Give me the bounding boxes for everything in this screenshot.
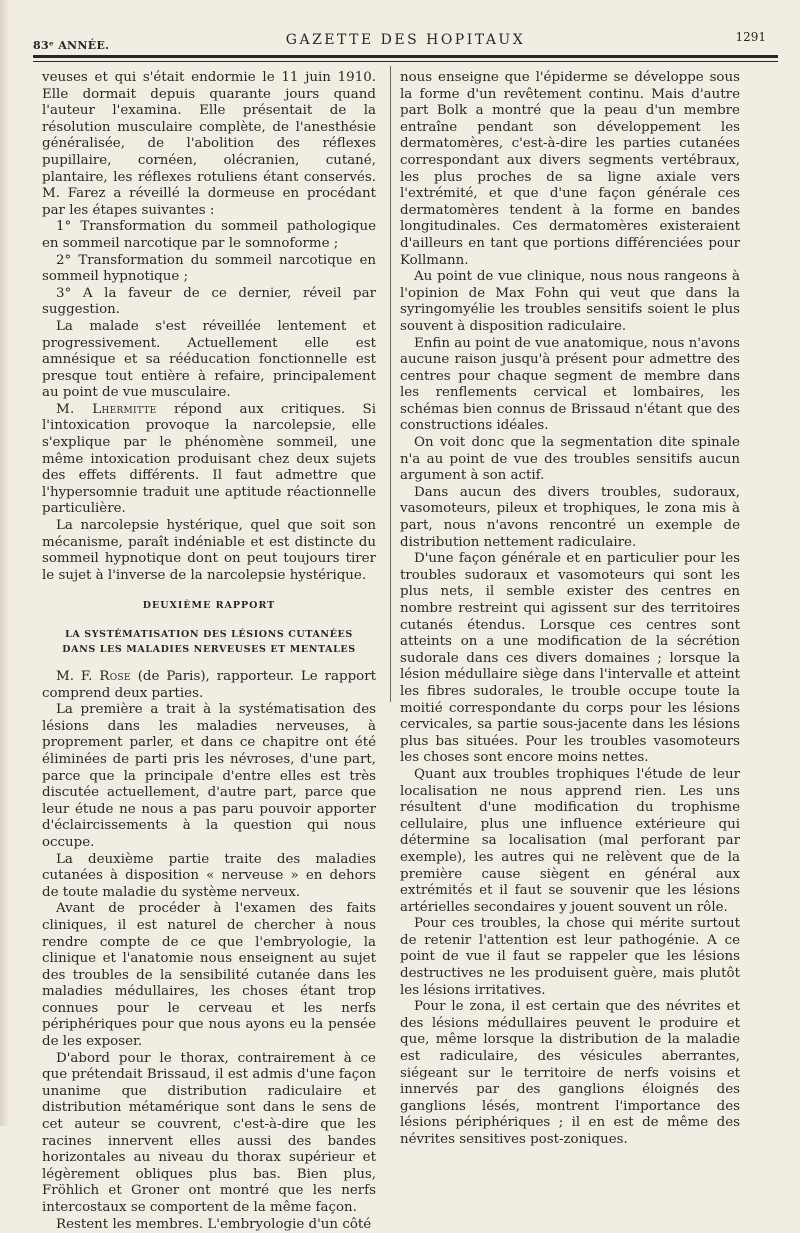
paragraph: Avant de procéder à l'examen des faits cliniques, il est naturel de chercher à nous rendre compte de ce que l'embryologie, la clinique et l'anatomie nous enseignent au sujet des troubles de la sensibilité cutanée dans les maladies médullaires, les choses étant trop connues pour le cerveau et les nerfs périphériques pour que nous ayons eu la pensée de les exposer. bbox=[42, 901, 376, 1050]
paragraph bbox=[42, 402, 376, 518]
author-name: M. Lhermitte bbox=[56, 401, 157, 417]
paragraph: Pour ces troubles, la chose qui mérite surtout de retenir l'attention est leur pathogénie. A ce point de vue il faut se rappeler que les lésions destructives ne les produisent guère, mais plutôt les lésions irritatives. bbox=[400, 916, 740, 998]
issue-label: 83ᵉ ANNÉE. bbox=[33, 39, 110, 52]
page-header bbox=[33, 30, 778, 52]
paragraph: Dans aucun des divers troubles, sudoraux, vasomoteurs, pileux et trophiques, le zona mis à part, nous n'avons rencontré un exemple de distribution nettement radiculaire. bbox=[400, 484, 740, 550]
section-subheading-line: DANS LES MALADIES NERVEUSES ET MENTALES bbox=[62, 644, 356, 655]
section-heading: DEUXIÈME RAPPORT bbox=[142, 600, 276, 612]
left-column bbox=[42, 70, 376, 1233]
paragraph: La malade s'est réveillée lentement et progressivement. Actuellement elle est amnésique et sa rééducation fonctionnelle est presque tout entière à refaire, principalement au point de vue musculaire. bbox=[42, 318, 376, 401]
column-divider bbox=[390, 66, 391, 702]
paragraph-text: répond aux critiques. Si l'intoxication provoque la narcolepsie, elle s'explique par le phénomène sommeil, une même intoxication produisant chez deux sujets des effets différents. Il faut admettre que l'hypersomnie traduit une aptitude réactionnelle particulière. bbox=[42, 401, 376, 517]
page-edge-shadow bbox=[0, 0, 10, 1126]
paragraph: Pour le zona, il est certain que des névrites et des lésions médullaires peuvent le produire et que, même lorsque la distribution de la maladie est radiculaire, des vésicules aberrantes, siégeant sur le territoire de nerfs voisins et innervés par des ganglions éloignés des ganglions lésés, montrent l'importance des lésions périphériques ; il en est de même des névrites sensitives post-zoniques. bbox=[400, 999, 740, 1147]
paragraph: D'abord pour le thorax, contrairement à ce que prétendait Brissaud, il est admis d'une façon unanime que distribution radiculaire et distribution métamérique sont dans le sens de cet auteur se couvrent, c'est-à-dire que les racines innervent elles aussi des bandes horizontales au niveau du thorax supérieur et légèrement obliques plus bas. Bien plus, Fröhlich et Groner ont montré que les nerfs intercostaux se comportent de la même façon. bbox=[42, 1050, 376, 1215]
paragraph: La deuxième partie traite des maladies cutanées à disposition « nerveuse » en dehors de toute maladie du système nerveux. bbox=[42, 851, 376, 900]
section-subheading-line: LA SYSTÉMATISATION DES LÉSIONS CUTANÉES bbox=[65, 629, 353, 640]
paragraph: D'une façon générale et en particulier pour les troubles sudoraux et vasomoteurs qui sont les plus nets, il semble exister des centres en nombre restreint qui agissent sur des territoires cutanés étendus. Lorsque ces centres sont atteints on a une modification de la sécrétion sudorale dans ces divers domaines ; lorsque la lésion médullaire siège dans l'intervalle et atteint les fibres sudorales, le trouble occupe toute la moitié correspondante du corps pour les lésions cervicales, sa partie sous-jacente dans les lésions plus bas situées. Pour les troubles vasomoteurs les choses sont encore moins nettes. bbox=[400, 551, 740, 766]
paragraph: 1° Transformation du sommeil pathologique en sommeil narcotique par le somnoforme ; bbox=[42, 219, 376, 251]
paragraph: nous enseigne que l'épiderme se développe sous la forme d'un revêtement continu. Mais d'autre part Bolk a montré que la peau d'un membre entraîne pendant son développement les dermatomères, c'est-à-dire les parties cutanées correspondant aux divers segments vertébraux, les plus proches de sa ligne axiale vers l'extrémité, et que d'une façon générale ces dermatomères tendent à la forme en bandes longitudinales. Ces dermatomères existeraient d'ailleurs en tant que portions différenciées pour Kollmann. bbox=[400, 70, 740, 268]
header-rule-thick bbox=[33, 55, 778, 58]
paragraph: Enfin au point de vue anatomique, nous n'avons aucune raison jusqu'à présent pour admettre des centres pour chaque segment de membre dans les renflements cervical et lombaires, les schémas bien connus de Brissaud n'étant que des constructions idéales. bbox=[400, 335, 740, 434]
page-number: 1291 bbox=[735, 30, 766, 44]
paragraph: veuses et qui s'était endormie le 11 juin 1910. Elle dormait depuis quarante jours quand l'auteur l'examina. Elle présentait de la résolution musculaire complète, de l'anesthésie généralisée, de l'abolition des réflexes pupillaire, cornéen, olécranien, cutané, plantaire, les réflexes rotuliens étant conservés. M. Farez a réveillé la dormeuse en procédant par les étapes suivantes : bbox=[42, 70, 376, 218]
paragraph: 3° A la faveur de ce dernier, réveil par suggestion. bbox=[42, 285, 376, 318]
section-subheading bbox=[42, 627, 376, 657]
paragraph bbox=[42, 669, 376, 702]
paragraph: Quant aux troubles trophiques l'étude de leur localisation ne nous apprend rien. Les uns résultent d'une modification du trophisme cellulaire, plus une influence extérieure qui détermine sa localisation (mal perforant par exemple), les autres qui ne relèvent que de la première cause siègent en général aux extrémités et il faut se souvenir que les lésions artérielles secondaires y jouent souvent un rôle. bbox=[400, 766, 740, 915]
paragraph: Restent les membres. L'embryologie d'un côté bbox=[56, 1216, 372, 1232]
right-column bbox=[400, 70, 740, 1149]
author-name: Rose bbox=[99, 669, 131, 684]
paragraph-text: (de Paris), rapporteur. Le rapport comprend deux parties. bbox=[42, 669, 376, 701]
paragraph: 2° Transformation du sommeil narcotique en sommeil hypnotique ; bbox=[42, 252, 376, 285]
paragraph-text: M. F. bbox=[56, 669, 100, 684]
paragraph: La première a trait à la systématisation des lésions dans les maladies nerveuses, à proprement parler, et dans ce chapitre ont été éliminées de parti pris les névroses, d'une part, parce que la principale d'entre elles est très discutée actuellement, d'autre part, parce que leur étude ne nous a pas paru pouvoir apporter d'éclaircissements à la question qui nous occupe. bbox=[42, 702, 376, 850]
header-rule-thin bbox=[33, 61, 778, 62]
paragraph: On voit donc que la segmentation dite spinale n'a au point de vue des troubles sensitifs aucun argument à son actif. bbox=[400, 435, 740, 484]
paragraph: La narcolepsie hystérique, quel que soit son mécanisme, paraît indéniable et est distincte du sommeil hypnotique dont on peut toujours tirer le sujet à l'inverse de la narcolepsie hystérique. bbox=[42, 518, 376, 583]
paragraph: Au point de vue clinique, nous nous rangeons à l'opinion de Max Fohn qui veut que dans la syringomyélie les troubles sensitifs soient le plus souvent à disposition radiculaire. bbox=[400, 269, 740, 334]
journal-title: GAZETTE DES HOPITAUX bbox=[285, 32, 526, 48]
